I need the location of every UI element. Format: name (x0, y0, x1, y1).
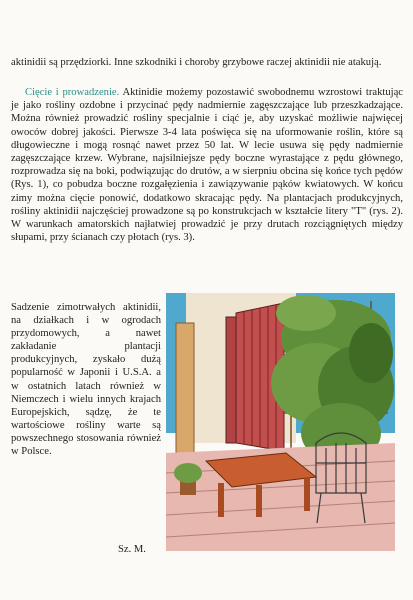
paragraph-planting: Sadzenie zimotrwałych aktinidii, na działkach i w ogrodach przydomowych, a nawet zakładanie plantacji produkcyjnych, zyskało dużą popularność w Japonii i U.S.A. a w ostatnich latach również w Niemczech i wielu innych krajach Europejskich, sądzę, że te wartościowe rośliny warte są powszechnego stosowania również w Polsce. (11, 302, 161, 458)
wooden-pillar (176, 323, 194, 473)
paragraph-intro-text: aktinidii są przędziorki. Inne szkodniki i choroby grzybowe raczej aktinidii nie atakują. (11, 57, 382, 68)
paragraph-pruning (11, 86, 403, 244)
author-signature: Sz. M. (118, 544, 146, 555)
paragraph-intro (11, 56, 403, 69)
section-heading: Cięcie i prowadzenie. (25, 87, 120, 98)
paragraph-pruning-text: Aktinidie możemy pozostawić swobodnemu wzrostowi traktując je jako rośliny ozdobne i przycinać pędy nadmiernie zagęszczające lub przeszkadzające. Można również prowadzić rośliny specjalnie i ciąć je, aby uzyskać możliwie najwięcej owoców dobrej jakości. Pierwsze 3-4 lata poświęca się na uformowanie roślin, które są długowieczne i mogą rosnąć nawet przez 50 lat. W lecie usuwa się pędy nadmiernie zagęszczające krzew. Wybrane, najsilniejsze pędy boczne wyrastające z pędu głównego, rozprowadza się na boki, podwiązując do drutów, a w sierpniu obcina się końce tych pędów (Rys. 1), co pobudza boczne rozgałęzienia i zawiązywanie pąków kwiatowych. W końcu zimy można cięcie ponowić, dodatkowo skracając pędy. Na plantacjach produkcyjnych, rośliny aktinidii najczęściej prowadzone są po konstrukcjach w kształcie litery "T" (rys. 2). W warunkach amatorskich najłatwiej prowadzić je przy drutach rozciągniętych między słupami, przy ścianach czy płotach (rys. 3). (11, 87, 403, 244)
garden-illustration (166, 293, 395, 551)
